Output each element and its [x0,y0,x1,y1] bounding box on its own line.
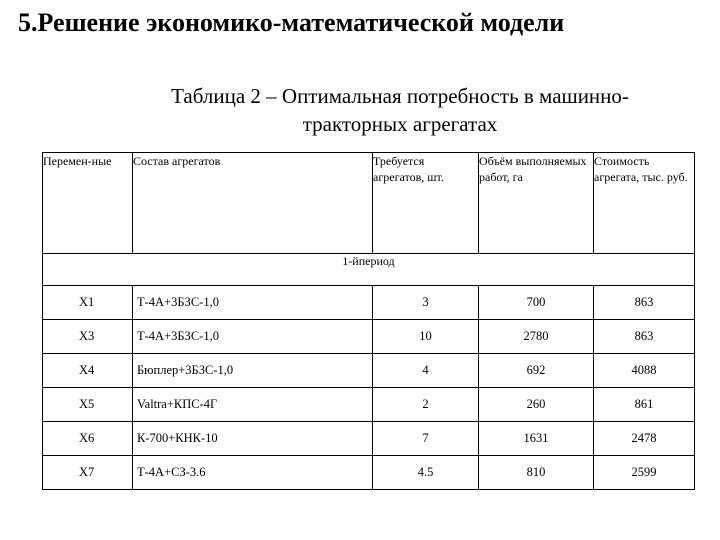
cell-composition: Т-4А+3БЗС-1,0 [133,320,373,354]
cell-required: 2 [373,388,479,422]
cell-composition: К-700+КНК-10 [133,422,373,456]
table-caption: Таблица 2 – Оптимальная потребность в машинно-тракторных агрегатах [171,84,629,136]
cell-composition: Бюплер+3БЗС-1,0 [133,354,373,388]
cell-cost: 861 [594,388,695,422]
header-cost: Стоимость агрегата, тыс. руб. [594,153,695,254]
table-row [43,456,695,490]
optimal-demand-table [42,152,695,490]
cell-cost: 2478 [594,422,695,456]
cell-variable: X7 [43,456,133,490]
header-volume: Объём выполняемых работ, га [479,153,594,254]
header-composition: Состав агрегатов [133,153,373,254]
cell-variable: X5 [43,388,133,422]
cell-required: 4.5 [373,456,479,490]
slide-title: 5.Решение экономико-математической модели [18,8,565,37]
table-row [43,286,695,320]
table-header-row [43,153,695,254]
header-variables: Перемен-ные [43,153,133,254]
cell-variable: X4 [43,354,133,388]
cell-cost: 863 [594,320,695,354]
cell-variable: X3 [43,320,133,354]
cell-required: 7 [373,422,479,456]
cell-volume: 692 [479,354,594,388]
cell-required: 3 [373,286,479,320]
cell-volume: 1631 [479,422,594,456]
table-row [43,320,695,354]
cell-volume: 2780 [479,320,594,354]
cell-required: 4 [373,354,479,388]
table-row [43,422,695,456]
header-required: Требуется агрегатов, шт. [373,153,479,254]
cell-volume: 810 [479,456,594,490]
cell-composition: Т-4А+СЗ-3.6 [133,456,373,490]
cell-volume: 700 [479,286,594,320]
period-label: 1-йпериод [43,254,695,286]
cell-variable: X1 [43,286,133,320]
cell-required: 10 [373,320,479,354]
cell-cost: 863 [594,286,695,320]
cell-composition: Valtra+КПС-4Г [133,388,373,422]
cell-cost: 2599 [594,456,695,490]
table-row [43,354,695,388]
table-row [43,388,695,422]
cell-cost: 4088 [594,354,695,388]
cell-volume: 260 [479,388,594,422]
period-row [43,254,695,286]
cell-variable: X6 [43,422,133,456]
cell-composition: Т-4А+3БЗС-1,0 [133,286,373,320]
